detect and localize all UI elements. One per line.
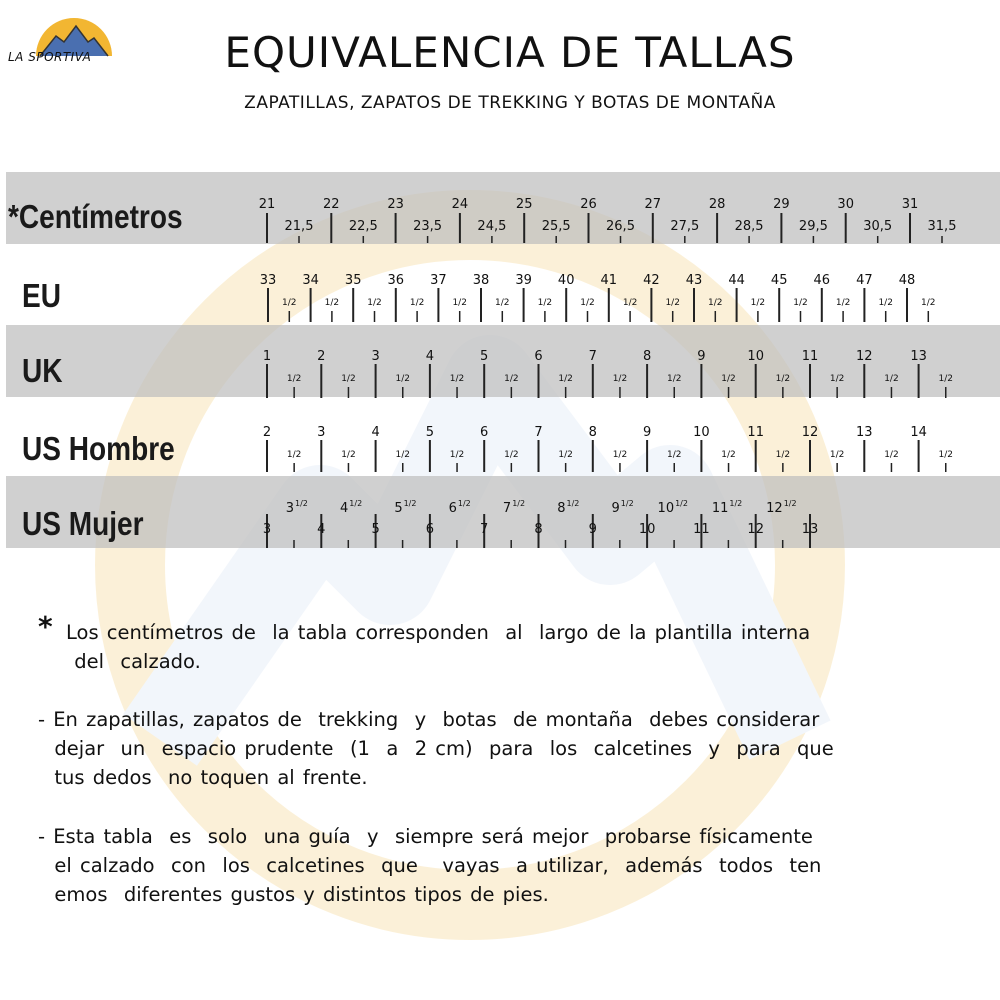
- cm-half-label: 31,5: [927, 219, 957, 234]
- uk-major-label: 3: [371, 349, 380, 364]
- row-label-centimetros-text: Centímetros: [18, 198, 183, 235]
- eu-half-label: 1/2: [878, 298, 893, 308]
- us-hombre-half-label: 1/2: [721, 450, 736, 460]
- us-hombre-half-label: 1/2: [612, 450, 628, 460]
- us-hombre-major-label: 8: [588, 425, 597, 440]
- uk-major-label: 8: [642, 349, 652, 364]
- cm-half-label: 26,5: [606, 219, 635, 234]
- uk-half-label: 1/2: [395, 374, 410, 384]
- eu-half-label: 1/2: [622, 298, 638, 308]
- uk-major-label: 11: [801, 349, 819, 364]
- us-mujer-major-label: 4: [317, 522, 326, 537]
- cm-major-label: 23: [387, 197, 404, 212]
- note-guia: - Esta tabla es solo una guía y siempre será mejor probarse físicamente el calzado con los calcetines que vayas a utilizar, además todos ten emos diferentes gustos y distintos tipos de pies.: [38, 825, 822, 906]
- row-label-us-mujer: US Mujer: [22, 505, 144, 542]
- us-mujer-half-sup: 1/2: [512, 499, 526, 508]
- us-mujer-major-label: 8: [534, 522, 543, 537]
- us-hombre-half-label: 1/2: [884, 450, 899, 460]
- us-mujer-major-label: 5: [371, 522, 380, 537]
- us-hombre-half-label: 1/2: [286, 450, 302, 460]
- us-hombre-half-label: 1/2: [558, 450, 573, 460]
- uk-major-label: 9: [697, 349, 706, 364]
- us-hombre-major-label: 14: [910, 425, 927, 440]
- eu-major-label: 41: [600, 273, 618, 288]
- us-mujer-major-label: 9: [588, 522, 597, 537]
- eu-half-label: 1/2: [409, 298, 425, 308]
- uk-major-label: 4: [425, 349, 435, 364]
- us-hombre-major-label: 11: [747, 425, 764, 440]
- us-hombre-half-label: 1/2: [938, 450, 953, 460]
- uk-major-label: 1: [262, 349, 272, 364]
- uk-half-label: 1/2: [938, 374, 953, 384]
- eu-half-label: 1/2: [537, 298, 553, 308]
- us-hombre-major-label: 13: [856, 425, 873, 440]
- row-label-eu: EU: [22, 277, 61, 314]
- eu-major-label: 45: [770, 273, 788, 288]
- us-mujer-half-label: 10: [657, 501, 675, 516]
- us-hombre-major-label: 5: [425, 425, 435, 440]
- uk-major-label: 13: [910, 349, 927, 364]
- us-mujer-half-label: 4: [340, 501, 349, 516]
- cm-half-label: 30,5: [863, 219, 893, 234]
- note-espacio: - En zapatillas, zapatos de trekking y botas de montaña debes considerar dejar un espacio prudente (1 a 2 cm) para los calcetines y para que tus dedos no toquen al frente.: [38, 708, 834, 789]
- cm-major-label: 26: [580, 197, 597, 212]
- row-label-us-hombre: US Hombre: [22, 430, 175, 467]
- note-centimetros: Los centímetros de la tabla corresponden al largo de la plantilla interna del calzado.: [66, 621, 811, 673]
- us-mujer-half-sup: 1/2: [403, 499, 417, 508]
- uk-half-label: 1/2: [884, 374, 899, 384]
- eu-major-label: 36: [387, 273, 405, 288]
- uk-major-label: 7: [588, 349, 597, 364]
- us-mujer-major-label: 13: [801, 522, 819, 537]
- cm-major-label: 22: [323, 197, 340, 212]
- eu-major-label: 34: [302, 273, 319, 288]
- cm-major-label: 29: [773, 197, 790, 212]
- eu-major-label: 39: [515, 273, 532, 288]
- eu-half-label: 1/2: [793, 298, 808, 308]
- us-hombre-half-label: 1/2: [395, 450, 410, 460]
- uk-half-label: 1/2: [449, 374, 465, 384]
- us-hombre-major-label: 3: [317, 425, 326, 440]
- uk-major-label: 5: [480, 349, 489, 364]
- us-mujer-half-label: 5: [394, 501, 403, 516]
- asterisk-marker: *: [8, 198, 19, 235]
- uk-half-label: 1/2: [504, 374, 519, 384]
- us-mujer-half-label: 11: [711, 501, 729, 516]
- us-mujer-half-sup: 1/2: [457, 499, 471, 508]
- eu-half-label: 1/2: [495, 298, 510, 308]
- cm-half-label: 27,5: [670, 219, 700, 234]
- us-mujer-half-sup: 1/2: [620, 499, 634, 508]
- eu-half-label: 1/2: [282, 298, 297, 308]
- us-mujer-half-sup: 1/2: [566, 499, 580, 508]
- us-hombre-major-label: 4: [371, 425, 380, 440]
- uk-major-label: 10: [747, 349, 764, 364]
- cm-major-label: 31: [901, 197, 919, 212]
- cm-major-label: 28: [708, 197, 726, 212]
- us-mujer-half-sup: 1/2: [729, 499, 743, 508]
- uk-major-label: 6: [534, 349, 543, 364]
- us-hombre-half-label: 1/2: [829, 450, 845, 460]
- cm-major-label: 21: [258, 197, 276, 212]
- us-hombre-major-label: 6: [480, 425, 489, 440]
- us-hombre-major-label: 10: [693, 425, 710, 440]
- eu-half-label: 1/2: [708, 298, 723, 308]
- cm-half-label: 25,5: [541, 219, 571, 234]
- us-mujer-half-label: 7: [502, 501, 512, 516]
- eu-half-label: 1/2: [921, 298, 936, 308]
- eu-half-label: 1/2: [835, 298, 851, 308]
- eu-major-label: 42: [643, 273, 660, 288]
- us-hombre-major-label: 12: [801, 425, 819, 440]
- cm-half-label: 24,5: [477, 219, 507, 234]
- eu-major-label: 44: [728, 273, 745, 288]
- uk-half-label: 1/2: [612, 374, 628, 384]
- eu-major-label: 40: [557, 273, 575, 288]
- page-title: EQUIVALENCIA DE TALLAS: [224, 28, 796, 77]
- cm-major-label: 27: [644, 197, 662, 212]
- us-mujer-half-sup: 1/2: [295, 499, 308, 508]
- eu-major-label: 38: [472, 273, 490, 288]
- us-hombre-major-label: 9: [642, 425, 652, 440]
- us-hombre-major-label: 7: [534, 425, 543, 440]
- uk-half-label: 1/2: [721, 374, 736, 384]
- page-subtitle: ZAPATILLAS, ZAPATOS DE TREKKING Y BOTAS DE MONTAÑA: [244, 93, 776, 113]
- eu-half-label: 1/2: [452, 298, 467, 308]
- eu-major-label: 43: [685, 273, 703, 288]
- us-mujer-major-label: 12: [747, 522, 764, 537]
- us-mujer-major-label: 7: [480, 522, 489, 537]
- cm-major-label: 30: [837, 197, 854, 212]
- eu-major-label: 47: [856, 273, 873, 288]
- brand-name: LA SPORTIVA: [8, 50, 92, 64]
- us-mujer-major-label: 6: [425, 522, 435, 537]
- us-mujer-half-label: 8: [557, 501, 566, 516]
- us-mujer-major-label: 11: [693, 522, 710, 537]
- eu-half-label: 1/2: [665, 298, 680, 308]
- row-label-uk: UK: [22, 352, 63, 389]
- cm-half-label: 21,5: [284, 219, 314, 234]
- uk-half-label: 1/2: [667, 374, 682, 384]
- uk-half-label: 1/2: [286, 374, 302, 384]
- eu-major-label: 35: [344, 273, 362, 288]
- us-mujer-half-label: 6: [448, 501, 457, 516]
- cm-half-label: 29,5: [798, 219, 828, 234]
- us-mujer-major-label: 3: [262, 522, 272, 537]
- cm-major-label: 25: [515, 197, 533, 212]
- us-hombre-half-label: 1/2: [449, 450, 465, 460]
- uk-half-label: 1/2: [558, 374, 573, 384]
- us-hombre-major-label: 2: [262, 425, 272, 440]
- cm-half-label: 22,5: [348, 219, 378, 234]
- us-mujer-half-label: 9: [611, 501, 620, 516]
- us-mujer-half-sup: 1/2: [349, 499, 363, 508]
- eu-half-label: 1/2: [367, 298, 382, 308]
- uk-half-label: 1/2: [341, 374, 356, 384]
- uk-major-label: 12: [856, 349, 873, 364]
- eu-half-label: 1/2: [324, 298, 340, 308]
- eu-major-label: 37: [430, 273, 447, 288]
- cm-half-label: 23,5: [413, 219, 443, 234]
- eu-major-label: 33: [259, 273, 277, 288]
- us-hombre-half-label: 1/2: [341, 450, 356, 460]
- uk-half-label: 1/2: [829, 374, 845, 384]
- eu-half-label: 1/2: [750, 298, 766, 308]
- us-mujer-half-sup: 1/2: [783, 499, 797, 508]
- cm-major-label: 24: [451, 197, 469, 212]
- us-hombre-half-label: 1/2: [667, 450, 682, 460]
- note-asterisk: *: [38, 610, 53, 643]
- uk-half-label: 1/2: [775, 374, 791, 384]
- us-mujer-half-label: 12: [766, 501, 783, 516]
- us-mujer-half-sup: 1/2: [675, 499, 688, 508]
- uk-major-label: 2: [317, 349, 326, 364]
- cm-half-label: 28,5: [734, 219, 764, 234]
- eu-major-label: 48: [898, 273, 916, 288]
- us-hombre-half-label: 1/2: [504, 450, 519, 460]
- us-mujer-major-label: 10: [638, 522, 656, 537]
- eu-half-label: 1/2: [580, 298, 595, 308]
- us-hombre-half-label: 1/2: [775, 450, 791, 460]
- eu-major-label: 46: [813, 273, 831, 288]
- us-mujer-half-label: 3: [285, 501, 294, 516]
